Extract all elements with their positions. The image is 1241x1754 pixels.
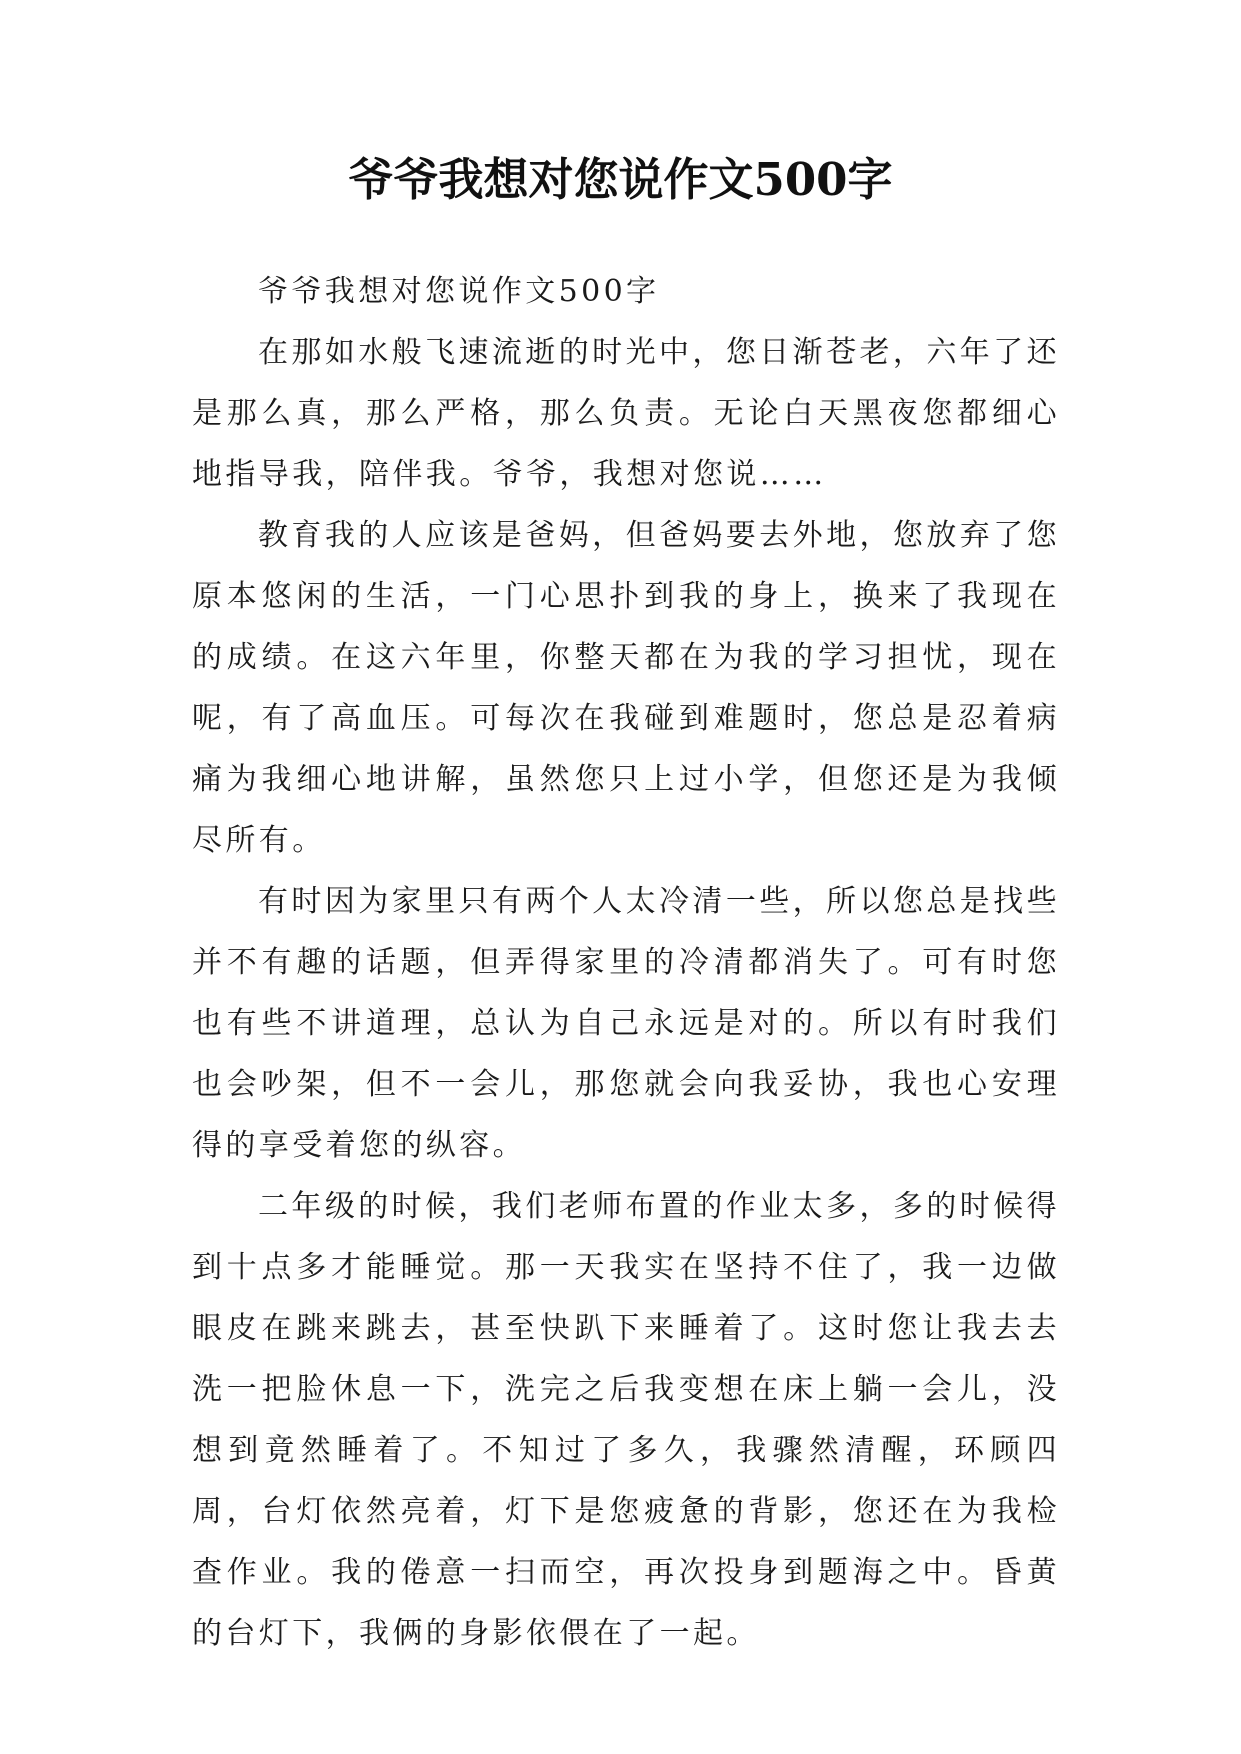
paragraph-3: 有时因为家里只有两个人太冷清一些，所以您总是找些并不有趣的话题，但弄得家里的冷清都消失了。可有时您也有些不讲道理，总认为自己永远是对的。所以有时我们也会吵架，但不一会儿，那您就会向我妥协，我也心安理得的享受着您的纵容。 (192, 884, 1060, 1163)
document-body (192, 261, 1060, 1664)
paragraph-1: 在那如水般飞速流逝的时光中，您日渐苍老，六年了还是那么真，那么严格，那么负责。无论白天黑夜您都细心地指导我，陪伴我。爷爷，我想对您说…… (192, 335, 1060, 492)
paragraph-subtitle: 爷爷我想对您说作文500字 (258, 274, 660, 309)
paragraph-2: 教育我的人应该是爸妈，但爸妈要去外地，您放弃了您原本悠闲的生活，一门心思扑到我的身上，换来了我现在的成绩。在这六年里，你整天都在为我的学习担忧，现在呢，有了高血压。可每次在我碰到难题时，您总是忍着病痛为我细心地讲解，虽然您只上过小学，但您还是为我倾尽所有。 (192, 518, 1060, 858)
document-title: 爷爷我想对您说作文500字 (348, 153, 893, 206)
paragraph-4: 二年级的时候，我们老师布置的作业太多，多的时候得到十点多才能睡觉。那一天我实在坚持不住了，我一边做眼皮在跳来跳去，甚至快趴下来睡着了。这时您让我去去洗一把脸休息一下，洗完之后我变想在床上躺一会儿，没想到竟然睡着了。不知过了多久，我骤然清醒，环顾四周，台灯依然亮着，灯下是您疲惫的背影，您还在为我检查作业。我的倦意一扫而空，再次投身到题海之中。昏黄的台灯下，我俩的身影依偎在了一起。 (192, 1189, 1060, 1651)
